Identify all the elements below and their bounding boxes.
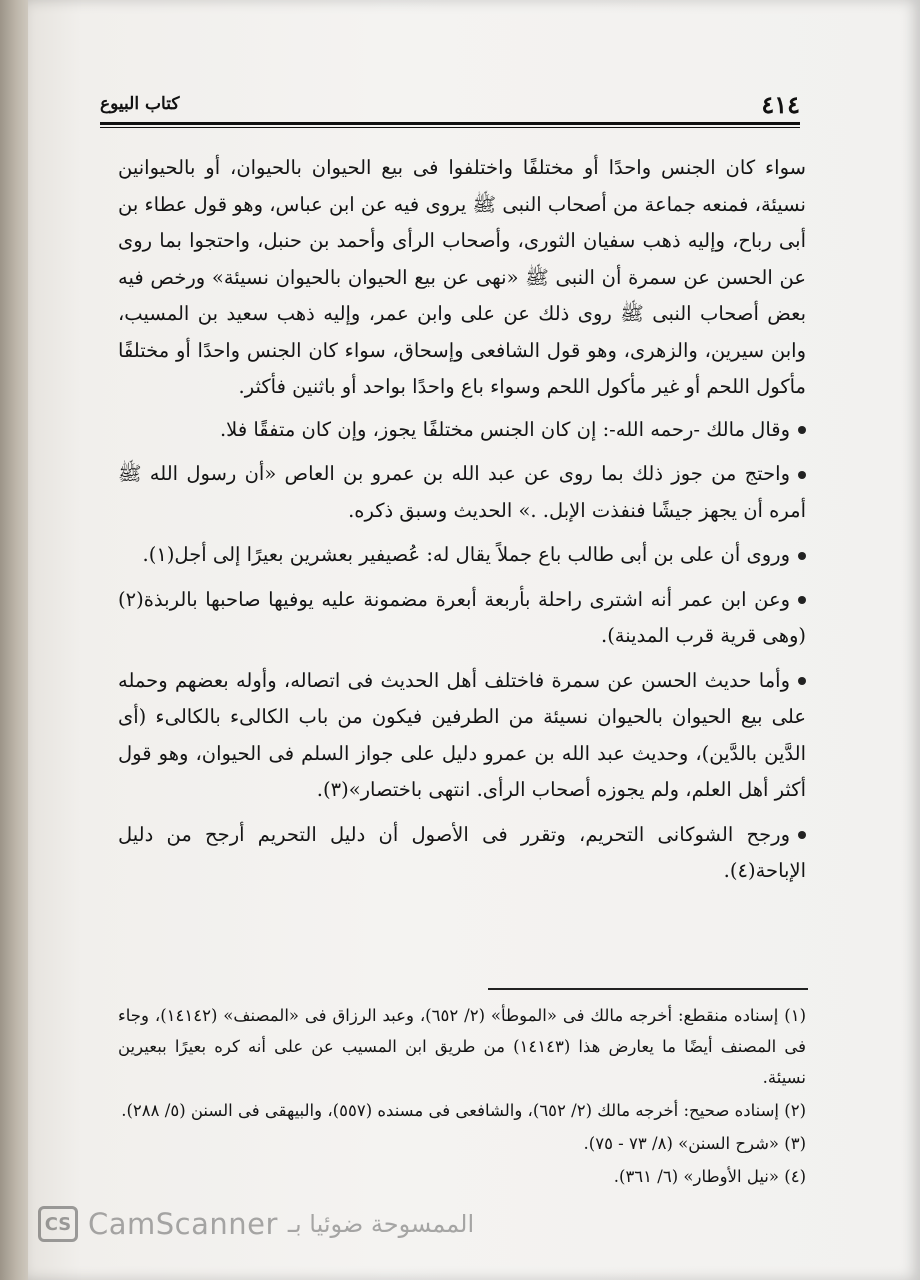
paragraph: وأما حديث الحسن عن سمرة فاختلف أهل الحديث فى اتصاله، وأوله بعضهم وحمله على بيع الحيوان بالحيوان نسيئة من الطرفين فيكون من باب الكالىء بالكالىء (أى الدَّين بالدَّين)، وحديث عبد الله بن عمرو دليل على جواز السلم فى الحيوان، وهو قول أكثر أهل العلم، ولم يجوزه أصحاب الرأى. انتهى باختصار»(٣).: [118, 668, 806, 801]
paragraph: ورجح الشوكانى التحريم، وتقرر فى الأصول أن دليل التحريم أرجح من دليل الإباحة(٤).: [118, 822, 806, 882]
bullet-icon: [798, 677, 806, 685]
footnote-separator: [488, 988, 808, 990]
paragraph: وعن ابن عمر أنه اشترى راحلة بأربعة أبعرة مضمونة عليه يوفيها صاحبها بالربذة(٢) (وهى قرية قرب المدينة).: [118, 587, 806, 647]
bullet-icon: [798, 471, 806, 479]
paragraph: واحتج من جوز ذلك بما روى عن عبد الله بن عمرو بن العاص «أن رسول الله ﷺ أمره أن يجهز جيشًا فنفذت الإبل. .» الحديث وسبق ذكره.: [118, 462, 806, 522]
main-text: [118, 150, 806, 898]
page-number: ٤١٤: [761, 90, 800, 119]
page-header: [100, 90, 800, 122]
paragraph: وروى أن على بن أبى طالب باع جملاً يقال له: عُصيفير بعشرين بعيرًا إلى أجل(١).: [118, 537, 806, 574]
bullet-icon: [798, 552, 806, 560]
running-title: كتاب البيوع: [100, 94, 180, 114]
watermark-arabic: الممسوحة ضوئيا بـ: [287, 1210, 475, 1238]
camscanner-logo-icon: CS: [38, 1206, 78, 1242]
header-rule: [100, 122, 800, 128]
footnote: (٤) «نيل الأوطار» (٦/ ٣٦١).: [613, 1167, 806, 1186]
bullet-icon: [798, 596, 806, 604]
footnotes: [118, 1000, 806, 1194]
paragraph: وقال مالك -رحمه الله-: إن كان الجنس مختلفًا يجوز، وإن كان متفقًا فلا.: [118, 412, 806, 449]
footnote: (٢) إسناده صحيح: أخرجه مالك (٢/ ٦٥٢)، والشافعى فى مسنده (٥٥٧)، والبيهقى فى السنن (٥/ ٢٨٨).: [121, 1101, 806, 1120]
paragraph: سواء كان الجنس واحدًا أو مختلفًا واختلفوا فى بيع الحيوان بالحيوان، أو بالحيوانين نسيئة، فمنعه جماعة من أصحاب النبى ﷺ يروى فيه عن ابن عباس، وهو قول عطاء بن أبى رباح، وإليه ذهب سفيان الثورى، وأصحاب الرأى وأحمد بن حنبل، واحتجوا بما روى عن الحسن عن سمرة أن النبى ﷺ «نهى عن بيع الحيوان بالحيوان نسيئة» ورخص فيه بعض أصحاب النبى ﷺ روى ذلك عن على وابن عمر، وإليه ذهب سعيد بن المسيب، وابن سيرين، والزهرى، وهو قول الشافعى وإسحاق، سواء كان الجنس واحدًا أو مختلفًا مأكول اللحم أو غير مأكول اللحم وسواء باع واحدًا بواحد أو باثنين فأكثر.: [118, 156, 806, 398]
camscanner-watermark: [38, 1206, 474, 1242]
watermark-name: CamScanner: [88, 1207, 278, 1241]
bullet-icon: [798, 426, 806, 434]
footnote: (١) إسناده منقطع: أخرجه مالك فى «الموطأ» (٢/ ٦٥٢)، وعبد الرزاق فى «المصنف» (١٤١٤٢)، وجاء فى المصنف أيضًا ما يعارض هذا (١٤١٤٣) من طريق ابن المسيب عن على أنه كره بعيرًا ببعيرين نسيئة.: [118, 1006, 807, 1087]
footnote: (٣) «شرح السنن» (٨/ ٧٣ - ٧٥).: [583, 1134, 806, 1153]
bullet-icon: [798, 831, 806, 839]
